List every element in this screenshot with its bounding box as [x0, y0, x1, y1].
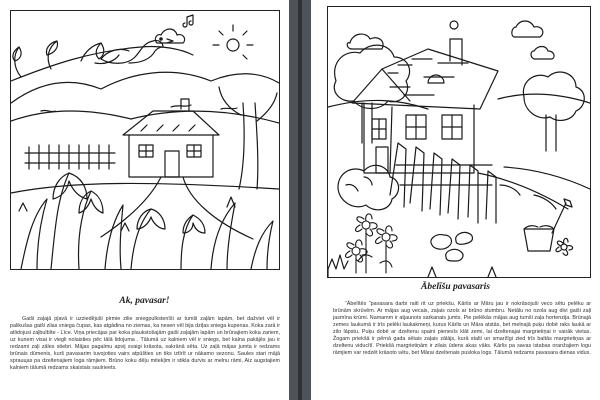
left-page: [0, 0, 289, 400]
spine-fold: [298, 0, 302, 400]
right-page-title: Ābelīšu pavasaris: [421, 282, 490, 292]
spring-coloring-illustration: [10, 10, 280, 270]
right-page: [311, 0, 600, 400]
book-gutter: [289, 0, 311, 400]
house-garden-coloring-illustration: [327, 6, 591, 278]
left-page-story-text: Gaiši zaļajā pļavā ir uzziedējuši pirmie zilie sniegpulkstenīši ar tumši zaļām lapām, bet dažviet vēl ir palikušas gaiši zilas sniega čupas, kas atgādina no ziemas, ka nesen vēl bija dziļas sniega kupenas. Koka zarā ir atlidojusi zaļbulbīte - Līce. Viņa priecājas par koka plaukstošajām gaiši zaļajām lapām un brūnajiem koka zariem, uz kuriem visai ir viegli nolaisties pēc tālā lidojuma . Tālumā uz kalniem vēl ir sniegs, bet kalna pakājēs jau ir redzami zaļi zāles stiebri. Mājas pagalmu apvij svaigi krāsota, sakrānā sēta. Uz zaļā mājas jumta ir redzams brūnais dūmenis, kurš pavasarim tuvojoties vairs atpūšties un tiks iztīrīt ur nākamo sezonu. Saules stari mājā sprauцas pa dzeltenajiem loga rāmjiem. Brūno koku dēļu mitekļim ir stikla durvis ar melnu rāmi. Aiz augstajiem kalniem tālumā redzams skaistais saulrieets.: [10, 316, 280, 371]
right-page-story-text: “Ābelītēs ”pavasara darbi raiti rit uz priekšu. Kārlis ar Māru jau ir nokrāsojuši veco sētu pelēku ar brūnām skrūvēm. Ar mājas aug vecais, zaļais ozols ar brūno stumbru. Netālu no ozola aug divi gaiši zaļi jasmīna krūmi. Namamm ir atjaunots sarkanais jumts. Pie pelēkās mājas aug tumši zaļa hortenzija. Brūnajā zemes laukumā ir trīs pelēki laukakmeņi, kurus Kārlis un Māra atstās, bet melnajā puķu dobē raks laukā ar zilo lāpstu. Puķu dobē ar dzeltenu spaini pienesīs klāt zemi, lai dzeltenajai margrietiņai ir vairāk vietas. Žogam priekšā ir pērnā gada sētais zaļais zālājs, kurā stalti un smaržīgi zied trīs baltās margrietiņas ar dzeltenu viduсītī. Priekšā margrietiņām ir zilais ūdens akas vāks. Kārlis pa savas istabas oranžajiem logu rāmjiem var redzēt krāsoto sētu, bet Mārai dzeltenais pusloka logs. Tālumā redzams pavasara dienas vidus.: [333, 301, 591, 356]
left-page-title: Ak, pavasar!: [119, 296, 170, 306]
